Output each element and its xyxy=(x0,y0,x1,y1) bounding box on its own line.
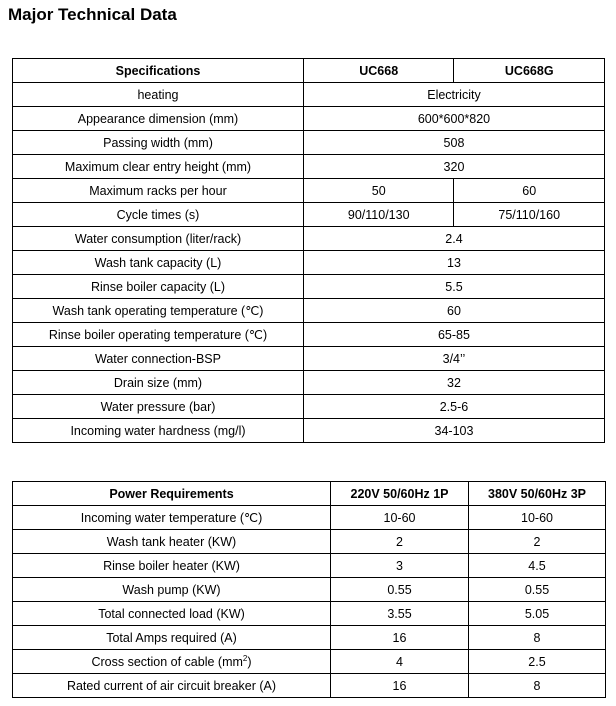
row-value-220v: 4 xyxy=(331,650,469,674)
table-row xyxy=(13,107,605,131)
row-label: Wash tank heater (KW) xyxy=(13,530,331,554)
table-row xyxy=(13,626,606,650)
row-value-uc668g: 60 xyxy=(454,179,605,203)
row-value: 65-85 xyxy=(303,323,604,347)
specifications-table xyxy=(12,58,605,443)
header-cell: Specifications xyxy=(13,59,304,83)
superscript: 2 xyxy=(242,653,248,663)
table-row xyxy=(13,602,606,626)
row-value-uc668g: 75/110/160 xyxy=(454,203,605,227)
header-cell: 220V 50/60Hz 1P xyxy=(331,482,469,506)
row-value-220v: 3.55 xyxy=(331,602,469,626)
row-label: Passing width (mm) xyxy=(13,131,304,155)
row-label xyxy=(13,650,331,674)
table-row xyxy=(13,530,606,554)
table-row xyxy=(13,650,606,674)
row-label: Rinse boiler heater (KW) xyxy=(13,554,331,578)
row-value-220v: 0.55 xyxy=(331,578,469,602)
row-value: 60 xyxy=(303,299,604,323)
row-label: Maximum racks per hour xyxy=(13,179,304,203)
table-row xyxy=(13,323,605,347)
header-cell: UC668 xyxy=(303,59,454,83)
row-label: Wash tank capacity (L) xyxy=(13,251,304,275)
row-value: Electricity xyxy=(303,83,604,107)
row-value-220v: 2 xyxy=(331,530,469,554)
row-value: 34-103 xyxy=(303,419,604,443)
row-value: 508 xyxy=(303,131,604,155)
row-label-text: Cross section of cable (mm xyxy=(91,654,243,669)
row-label: Water pressure (bar) xyxy=(13,395,304,419)
row-value-380v: 5.05 xyxy=(469,602,606,626)
row-value-380v: 4.5 xyxy=(469,554,606,578)
row-label: Cycle times (s) xyxy=(13,203,304,227)
table-header-row xyxy=(13,482,606,506)
table-row xyxy=(13,371,605,395)
table-header-row xyxy=(13,59,605,83)
row-value: 3/4’’ xyxy=(303,347,604,371)
row-label: Wash pump (KW) xyxy=(13,578,331,602)
row-label: Incoming water temperature (℃) xyxy=(13,506,331,530)
header-cell: UC668G xyxy=(454,59,605,83)
row-value: 320 xyxy=(303,155,604,179)
row-value: 5.5 xyxy=(303,275,604,299)
table-row xyxy=(13,299,605,323)
row-label-suffix: ) xyxy=(247,654,252,669)
row-label: Total connected load (KW) xyxy=(13,602,331,626)
header-cell: 380V 50/60Hz 3P xyxy=(469,482,606,506)
row-value-380v: 10-60 xyxy=(469,506,606,530)
row-label: Wash tank operating temperature (℃) xyxy=(13,299,304,323)
table-row xyxy=(13,155,605,179)
row-value-uc668: 50 xyxy=(303,179,454,203)
table-row xyxy=(13,251,605,275)
table-row xyxy=(13,554,606,578)
row-value-380v: 0.55 xyxy=(469,578,606,602)
row-value: 32 xyxy=(303,371,604,395)
table-row xyxy=(13,203,605,227)
row-label: Maximum clear entry height (mm) xyxy=(13,155,304,179)
header-cell: Power Requirements xyxy=(13,482,331,506)
row-label: Rinse boiler operating temperature (℃) xyxy=(13,323,304,347)
row-value-220v: 10-60 xyxy=(331,506,469,530)
row-value: 13 xyxy=(303,251,604,275)
row-label: Rated current of air circuit breaker (A) xyxy=(13,674,331,698)
table-row xyxy=(13,506,606,530)
row-label: Total Amps required (A) xyxy=(13,626,331,650)
table-row xyxy=(13,275,605,299)
table-row xyxy=(13,419,605,443)
row-value-220v: 3 xyxy=(331,554,469,578)
table-row xyxy=(13,227,605,251)
row-label: heating xyxy=(13,83,304,107)
row-value-220v: 16 xyxy=(331,626,469,650)
row-value-380v: 8 xyxy=(469,626,606,650)
row-label: Drain size (mm) xyxy=(13,371,304,395)
row-value: 600*600*820 xyxy=(303,107,604,131)
page-title: Major Technical Data xyxy=(8,5,177,24)
row-value-380v: 8 xyxy=(469,674,606,698)
row-value-220v: 16 xyxy=(331,674,469,698)
table-row xyxy=(13,395,605,419)
row-value: 2.5-6 xyxy=(303,395,604,419)
row-value: 2.4 xyxy=(303,227,604,251)
row-label: Incoming water hardness (mg/l) xyxy=(13,419,304,443)
table-row xyxy=(13,674,606,698)
row-label: Rinse boiler capacity (L) xyxy=(13,275,304,299)
row-value-380v: 2.5 xyxy=(469,650,606,674)
table-row xyxy=(13,347,605,371)
row-label: Appearance dimension (mm) xyxy=(13,107,304,131)
table-row xyxy=(13,179,605,203)
row-value-380v: 2 xyxy=(469,530,606,554)
power-requirements-table xyxy=(12,481,606,698)
row-label: Water connection-BSP xyxy=(13,347,304,371)
table-row xyxy=(13,131,605,155)
row-value-uc668: 90/110/130 xyxy=(303,203,454,227)
table-row xyxy=(13,83,605,107)
table-row xyxy=(13,578,606,602)
row-label: Water consumption (liter/rack) xyxy=(13,227,304,251)
